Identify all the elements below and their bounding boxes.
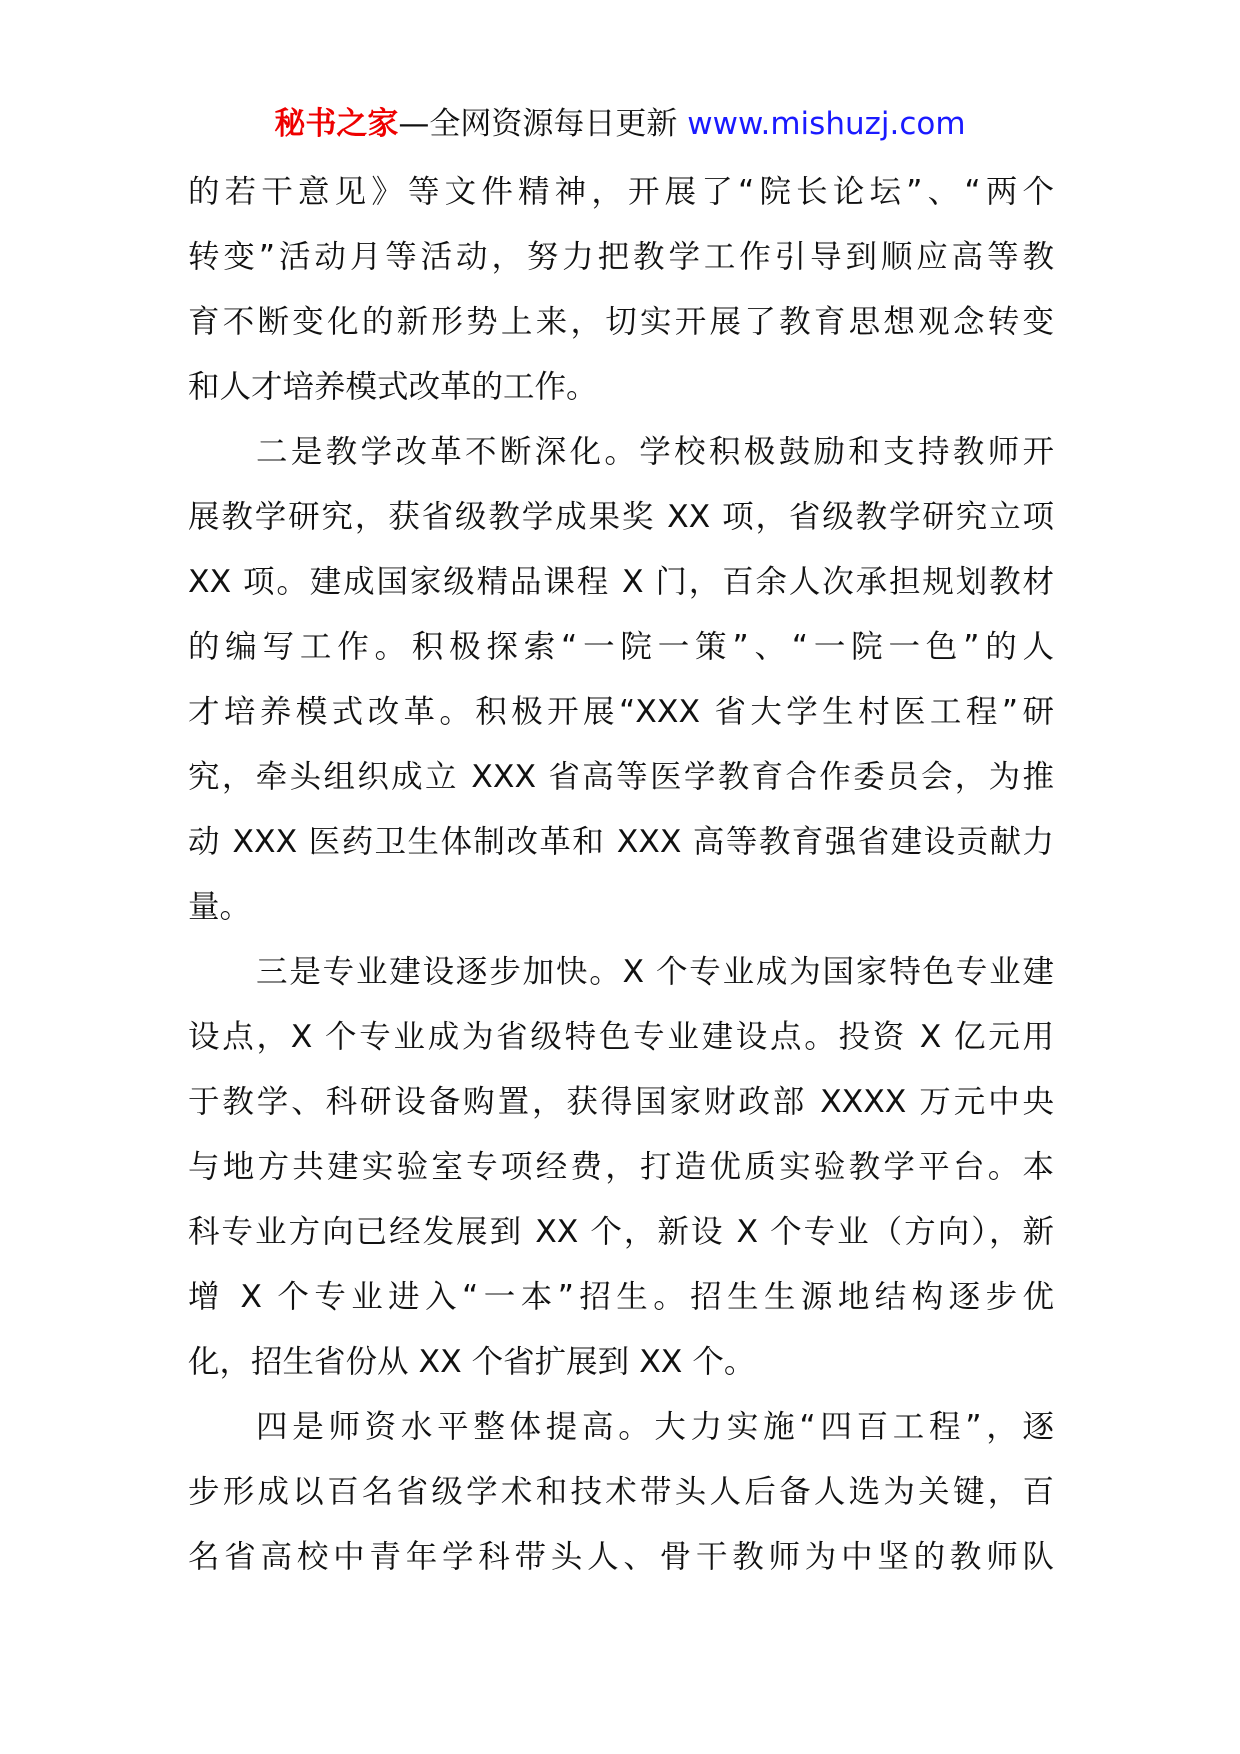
- header-slogan: —全网资源每日更新: [398, 106, 688, 142]
- text-line: 增 X 个专业进入“一本”招生。招生生源地结构逐步优: [188, 1279, 1054, 1315]
- page-header: [0, 100, 1240, 148]
- text-line: 和人才培养模式改革的工作。: [188, 369, 598, 405]
- text-line: 设点，X 个专业成为省级特色专业建设点。投资 X 亿元用: [188, 1019, 1054, 1055]
- text-line: 究，牵头组织成立 XXX 省高等医学教育合作委员会，为推: [188, 759, 1054, 795]
- site-url-link[interactable]: www.mishuzj.com: [687, 106, 966, 142]
- text-line: 育不断变化的新形势上来，切实开展了教育思想观念转变: [188, 304, 1054, 340]
- text-line: 才培养模式改革。积极开展“XXX 省大学生村医工程”研: [188, 694, 1054, 730]
- text-line: 科专业方向已经发展到 XX 个，新设 X 个专业（方向），新: [188, 1214, 1054, 1250]
- text-line: 的若干意见》等文件精神，开展了“院长论坛”、“两个: [188, 174, 1054, 210]
- text-line: 二是教学改革不断深化。学校积极鼓励和支持教师开: [256, 434, 1054, 470]
- text-line: 的编写工作。积极探索“一院一策”、“一院一色”的人: [188, 629, 1054, 665]
- text-line: XX 项。建成国家级精品课程 X 门，百余人次承担规划教材: [188, 564, 1054, 600]
- text-line: 四是师资水平整体提高。大力实施“四百工程”，逐: [256, 1409, 1054, 1445]
- text-line: 转变”活动月等活动，努力把教学工作引导到顺应高等教: [188, 239, 1054, 275]
- brand-name: 秘书之家: [274, 106, 399, 142]
- text-line: 与地方共建实验室专项经费，打造优质实验教学平台。本: [188, 1149, 1054, 1185]
- document-body: [188, 160, 1054, 1590]
- text-line: 动 XXX 医药卫生体制改革和 XXX 高等教育强省建设贡献力: [188, 824, 1054, 860]
- text-line: 于教学、科研设备购置，获得国家财政部 XXXX 万元中央: [188, 1084, 1054, 1120]
- text-line: 展教学研究，获省级教学成果奖 XX 项，省级教学研究立项: [188, 499, 1054, 535]
- text-line: 三是专业建设逐步加快。X 个专业成为国家特色专业建: [256, 954, 1054, 990]
- text-line: 量。: [188, 889, 252, 925]
- text-line: 名省高校中青年学科带头人、骨干教师为中坚的教师队: [188, 1539, 1054, 1575]
- text-line: 步形成以百名省级学术和技术带头人后备人选为关键，百: [188, 1474, 1054, 1510]
- text-line: 化，招生省份从 XX 个省扩展到 XX 个。: [188, 1344, 756, 1380]
